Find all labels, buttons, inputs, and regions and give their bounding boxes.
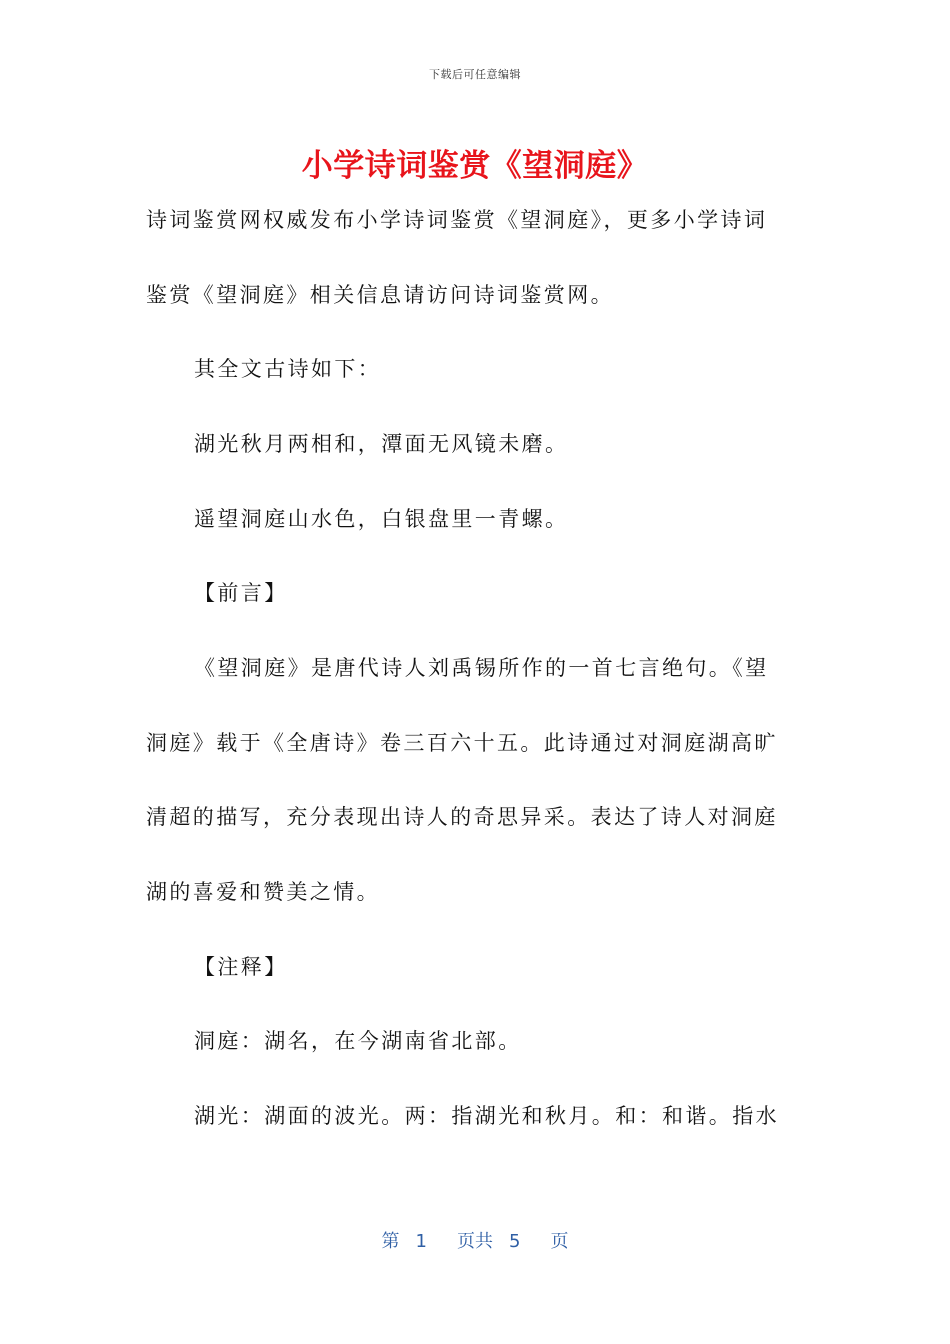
footer-page-prefix: 第 [381,1231,400,1252]
paragraph-line: 清超的描写，充分表现出诗人的奇思异采。表达了诗人对洞庭 [146,805,778,829]
header-note: 下载后可任意编辑 [429,68,521,81]
page-footer [0,1227,950,1253]
poem-line: 遥望洞庭山水色，白银盘里一青螺。 [194,507,569,531]
footer-total-pages: 5 [509,1231,521,1252]
paragraph-line: 诗词鉴赏网权威发布小学诗词鉴赏《望洞庭》，更多小学诗词 [146,208,768,232]
footer-page-middle: 页共 [457,1231,493,1252]
note-line: 湖光：湖面的波光。两：指湖光和秋月。和：和谐。指水 [194,1104,779,1128]
paragraph-line: 湖的喜爱和赞美之情。 [146,880,380,904]
footer-page-suffix: 页 [550,1231,569,1252]
document-title: 小学诗词鉴赏《望洞庭》 [301,148,649,184]
paragraph-line: 其全文古诗如下： [194,357,382,381]
section-heading-preface: 【前言】 [194,581,288,605]
paragraph-line: 鉴赏《望洞庭》相关信息请访问诗词鉴赏网。 [146,283,614,307]
paragraph-line: 洞庭》载于《全唐诗》卷三百六十五。此诗通过对洞庭湖高旷 [146,731,778,755]
footer-page-number: 1 [415,1231,427,1252]
poem-line: 湖光秋月两相和，潭面无风镜未磨。 [194,432,569,456]
paragraph-line: 《望洞庭》是唐代诗人刘禹锡所作的一首七言绝句。《望 [194,656,769,680]
note-line: 洞庭：湖名，在今湖南省北部。 [194,1029,522,1053]
section-heading-notes: 【注释】 [194,955,288,979]
